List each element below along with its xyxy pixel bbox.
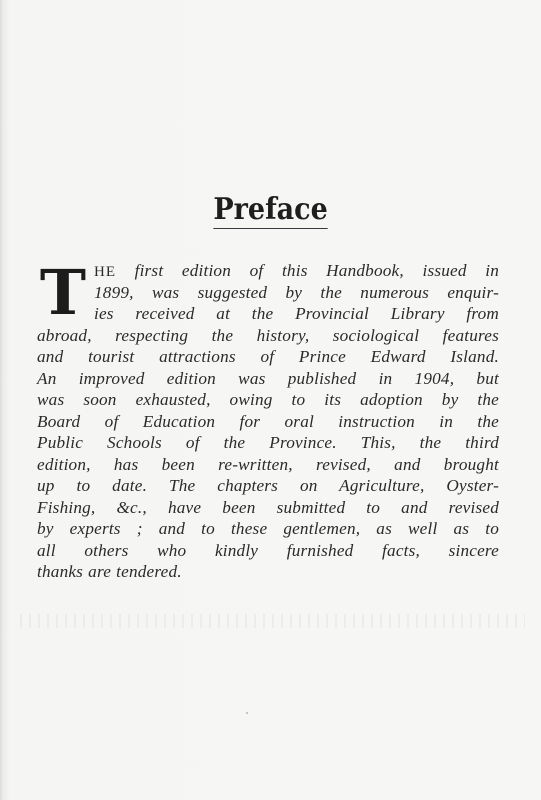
paragraph-line: and tourist attractions of Prince Edward Island. [37,347,499,366]
paragraph-line: edition, has been re-written, revised, and brought [37,454,499,474]
preface-heading [0,193,541,229]
paragraph-line: up to date. The chapters on Agriculture, Oyster- [37,476,499,495]
paragraph-line: An improved edition was published in 1904, but [37,368,499,388]
preface-paragraph [37,256,499,583]
paragraph-line: all others who kindly furnished facts, sincere [37,540,499,560]
page-title: Preface [213,192,328,227]
paragraph-line: Board of Education for oral instruction in the [37,411,499,431]
paragraph-line: was soon exhausted, owing to its adoption by the [37,390,499,409]
show-through-bleed [20,614,525,628]
paragraph-line-last: thanks are tendered. [37,562,182,581]
paragraph-line: HE first edition of this Handbook, issued in [94,261,499,280]
drop-cap-initial: T [39,256,87,329]
paragraph-line: Public Schools of the Province. This, the third [37,433,499,452]
paragraph-line: Fishing, &c., have been submitted to and revised [37,497,499,517]
first-word-rest: HE [94,264,116,280]
paragraph-line: abroad, respecting the history, sociological features [37,325,499,345]
paragraph-line: ies received at the Provincial Library from [94,304,499,323]
paragraph-line: by experts ; and to these gentlemen, as well as to [37,519,499,538]
paper-speck [246,712,248,714]
paragraph-line: 1899, was suggested by the numerous enquir- [94,282,499,302]
